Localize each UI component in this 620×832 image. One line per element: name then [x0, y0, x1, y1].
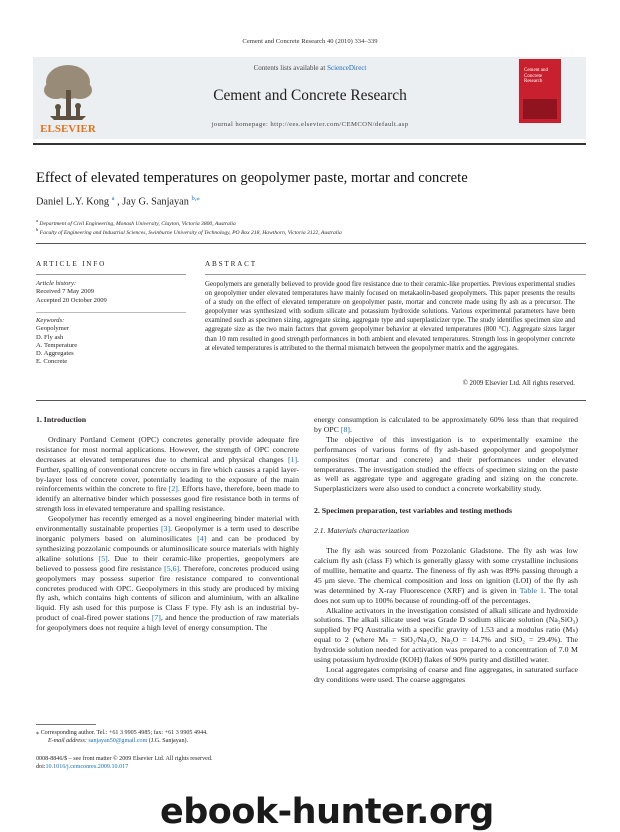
- keyword: E. Concrete: [36, 358, 68, 366]
- keyword: A. Temperature: [36, 341, 78, 349]
- running-head: Cement and Concrete Research 40 (2010) 334–339: [242, 38, 378, 45]
- keywords-rule: [36, 312, 186, 313]
- keyword: Geopolymer: [36, 325, 69, 333]
- citation-link[interactable]: [4]: [197, 533, 207, 543]
- sciencedirect-link[interactable]: ScienceDirect: [327, 64, 367, 72]
- affiliation-marker[interactable]: b,⁎: [191, 195, 200, 202]
- elsevier-wordmark: ELSEVIER: [40, 123, 96, 135]
- issn-line: 0008-8846/$ – see front matter © 2009 Elsevier Ltd. All rights reserved.: [36, 756, 213, 762]
- journal-title: Cement and Concrete Research: [213, 87, 407, 104]
- article-info-heading: ARTICLE INFO: [36, 260, 107, 268]
- citation-link[interactable]: [3]: [160, 524, 171, 534]
- cover-image: [523, 99, 557, 119]
- citation-link[interactable]: [5]: [98, 553, 108, 563]
- doi-link[interactable]: 10.1016/j.cemconres.2009.10.017: [45, 764, 129, 770]
- watermark-text: ebook-hunter.org: [160, 792, 494, 832]
- author-name: Jay G. Sanjayan: [122, 196, 189, 208]
- cover-title: Cement and Concrete Research: [524, 68, 549, 85]
- paragraph: energy consumption is calculated to be approximately 60% less than that required by OPC [8].: [314, 415, 578, 434]
- section-heading: 1. Introduction: [36, 415, 87, 424]
- right-column: [314, 415, 578, 685]
- journal-homepage-link[interactable]: journal homepage: http://ees.elsevier.com/CEMCON/default.asp: [211, 121, 409, 128]
- article-title: Effect of elevated temperatures on geopolymer paste, mortar and concrete: [36, 170, 468, 186]
- author-name: Daniel L.Y. Kong: [36, 196, 110, 208]
- abstract-rule: [205, 274, 586, 275]
- table-link[interactable]: Table 1: [519, 585, 544, 595]
- doi-line: doi:10.1016/j.cemconres.2009.10.017: [36, 764, 129, 770]
- section-heading: 2. Specimen preparation, test variables and testing methods: [314, 506, 513, 516]
- contents-line: Contents lists available at ScienceDirect: [253, 64, 367, 72]
- section-divider: [36, 243, 586, 244]
- corresponding-author-note: ⁎ Corresponding author. Tel.: +61 3 9905 4985; fax: +61 3 9905 4944.: [36, 730, 208, 736]
- left-column: [36, 415, 299, 633]
- copyright-notice: © 2009 Elsevier Ltd. All rights reserved.: [462, 380, 575, 387]
- article-history: Article history: Received 7 May 2009 Accepted 20 October 2009: [36, 280, 107, 304]
- keyword: D. Fly ash: [36, 333, 64, 341]
- keyword: D. Aggregates: [36, 350, 74, 358]
- subsection-heading: 2.1. Materials characterization: [314, 526, 409, 536]
- paragraph: The objective of this investigation is to experimentally examine the performances of various forms of fly ash-based geopolymer and geopolymer composites (mortar and concrete) and their performances under elevated temperatures. The investigation studied the effects of specimen sizing on the paste as well as aggregate type and aggregate grading and sizing on the concrete. Superplasticizers were also used to conduct a concrete workability study.: [314, 434, 578, 494]
- affiliation-b: $^b$ Faculty of Engineering and Industrial Sciences, Swinburne University of Technology, PO Box 218, Hawthorn, Victoria 3122, Australia: [36, 227, 342, 236]
- keyword-list: Keywords: Geopolymer D. Fly ash A. Temperature D. Aggregates E. Concrete: [36, 317, 156, 367]
- affiliation-marker[interactable]: a: [111, 195, 115, 202]
- citation-link[interactable]: [2]: [168, 484, 178, 494]
- affiliation-a: $^a$ Department of Civil Engineering, Monash University, Clayton, Victoria 3800, Australia: [36, 218, 236, 227]
- email-note: E-mail address: sanjayan50@gmail.com (J.G. Sanjayan).: [48, 738, 189, 744]
- author-list: Daniel L.Y. Kong $^a$ , Jay G. Sanjayan $^{b,⁎}$: [36, 195, 200, 208]
- journal-cover-thumbnail: [519, 59, 561, 123]
- paragraph: Ordinary Portland Cement (OPC) concretes generally provide adequate fire resistance for most normal applications. However, the strength of OPC concrete decreases at elevated temperatures due to chemical and physical changes [1]. Further, spalling of conventional concrete occurs in fire which causes a rapid layer-by-layer loss of concrete cover, potentially leading to the exposure of the main reinforcements within the concrete to fire [2]. Efforts have, therefore, been made to identify an alternative binder which possesses good fire resistance both in terms of strength loss in elevated temperature and spalling resistance.: [36, 434, 299, 514]
- citation-link[interactable]: [7]: [151, 613, 161, 623]
- paragraph: The fly ash was sourced from Pozzolanic Gladstone. The fly ash was low calcium fly ash (class F) which is generally glassy with some crystalline inclusions of mullite, hematite and quartz. The fineness of fly ash was 89% passing through a 45 μm sieve. The chemical composition and loss on ignition (LOI) of the fly ash was determined by X-ray Fluorescence (XRF) and is given in Table 1. The total does not sum up to 100% because of rounding-off of the percentages.: [314, 546, 578, 605]
- paragraph: Local aggregates comprising of coarse and fine aggregates, in saturated surface dry conditions were used. The coarse aggregates: [314, 664, 578, 684]
- citation-link[interactable]: [8]: [340, 424, 350, 434]
- citation-link[interactable]: [5,6]: [164, 563, 180, 573]
- paragraph: Geopolymer has recently emerged as a novel engineering binder material with environmentally sustainable properties [3]. Geopolymer is a term used to describe inorganic polymers based on aluminosilicates [4] and can be produced by synthesizing pozzolanic compounds or aluminosilicate source materials with highly alkaline solutions [5]. Due to their ceramic-like properties, geopolymers are believed to possess good fire resistance [5,6]. Therefore, concretes produced using geopolymers may possess superior fire resistance compared to conventional concretes produced with OPC. Geopolymers in this study are produced by mixing fly ash, which contains high contents of silicon and aluminium, with an alkaline liquid. Fly ash used for this purpose is Class F type. Fly ash is an industrial by-product of coal-fired power stations [7], and hence the production of raw materials for geopolymers does not require a high level of energy consumption. The: [36, 514, 299, 633]
- elsevier-logo: [38, 60, 98, 136]
- article-info-rule: [36, 274, 186, 275]
- section-divider: [36, 400, 586, 401]
- paragraph: Alkaline activators in the investigation consisted of alkali silicate and hydroxide solutions. The alkali silicate used was Grade D sodium silicate solution (Na₂SiO₃) supplied by PQ Australia with a specific gravity of 1.53 and a modulus ratio (Mₛ) equal to 2 (where Mₛ = SiO₂/Na₂O, Na₂O = 14.7% and SiO₂ = 29.4%). The hydroxide solution needed for activation was prepared to a concentration of 7.0 M using potassium hydroxide (KOH) flakes of 90% purity and distilled water.: [314, 605, 578, 665]
- masthead-rule: [33, 143, 586, 145]
- email-link[interactable]: sanjayan50@gmail.com: [88, 738, 148, 744]
- abstract-text: Geopolymers are generally believed to provide good fire resistance due to their ceramic-like properties. Previous experimental studies on geopolymer under elevated temperatures have mainly focused on metakaolin-based geopolymers. This paper presents the results of a study on the effect of elevated temperature on geopolymer paste, mortar and concrete made using fly ash as a precursor. The geopolymer was synthesized with sodium silicate and potassium hydroxide solutions. Various experimental parameters have been examined such as specimen sizing, aggregate sizing, aggregate type and superplasticizer type. The study identifies specimen size and aggregate size as the two main factors that govern geopolymer behavior at elevated temperatures (800 °C). Aggregate sizes larger than 10 mm resulted in good strength performances in both ambient and elevated temperatures. Strength loss in geopolymer concrete at elevated temperatures is attributed to the thermal mismatch between the geopolymer matrix and the aggregates.: [205, 281, 575, 352]
- citation-link[interactable]: [1]: [287, 454, 298, 464]
- footnote-rule: [36, 724, 96, 725]
- abstract-heading: ABSTRACT: [205, 260, 257, 268]
